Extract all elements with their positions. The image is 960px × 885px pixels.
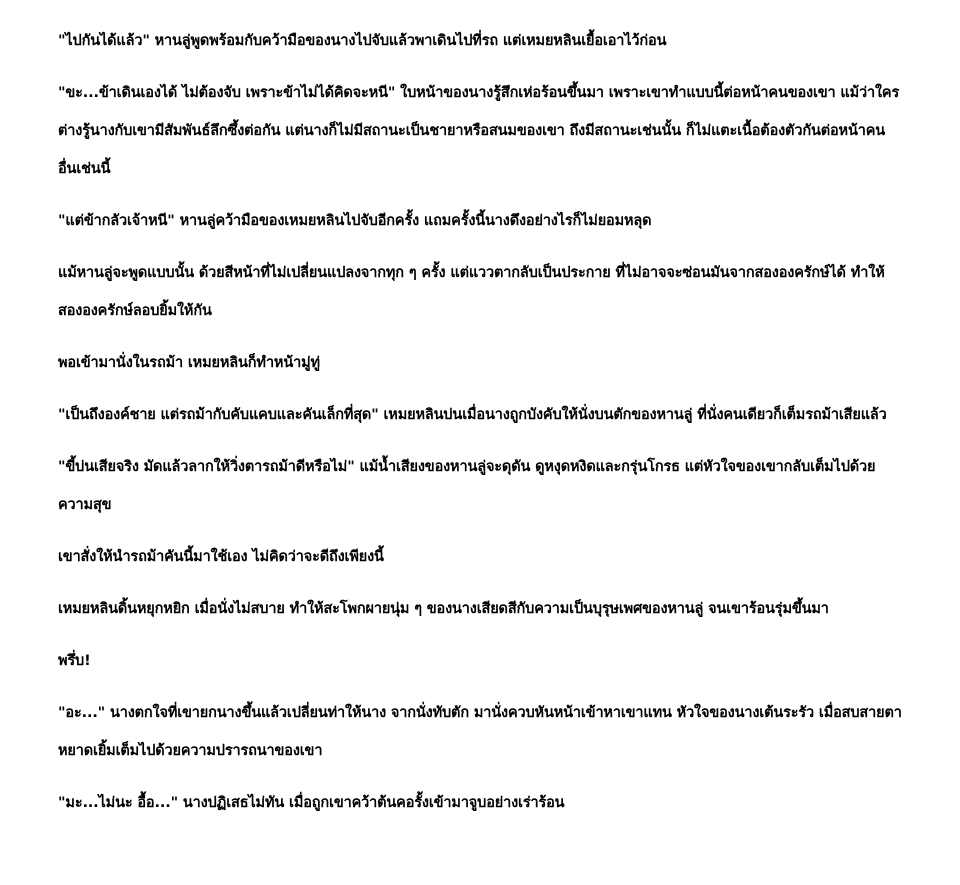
paragraph-2: "ขะ...ข้าเดินเองได้ ไม่ต้องจับ เพราะข้าไม่ได้คิดจะหนี" ใบหน้าของนางรู้สึกเห่อร้อนขึ้นมา เพราะเขาทำแบบนี้ต่อหน้าคนของเขา แม้ว่าใครต่างรู้นางกับเขามีสัมพันธ์ลึกซึ้งต่อกัน แต่นางก็ไม่มีสถานะเป็นชายาหรือสนมของเขา ถึงมีสถานะเช่นนั้น ก็ไม่แตะเนื้อต้องตัวกันต่อหน้าคนอื่นเช่นนี้ — [58, 85, 900, 177]
paragraph-6: "เป็นถึงองค์ชาย แต่รถม้ากับคับแคบและคันเล็กที่สุด" เหมยหลินบ่นเมื่อนางถูกบังคับให้นั่งบนตักของหานลู่ ที่นั่งคนเดียวก็เต็มรถม้าเสียแล้ว — [58, 407, 887, 423]
paragraph-5: พอเข้ามานั่งในรถม้า เหมยหลินก็ทำหน้ามู่ทู่ — [58, 355, 320, 371]
paragraph-8: เขาสั่งให้นำรถม้าคันนี้มาใช้เอง ไม่คิดว่าจะดีถึงเพียงนี้ — [58, 549, 384, 565]
paragraph-9: เหมยหลินดิ้นหยุกหยิก เมื่อนั่งไม่สบาย ทำให้สะโพกผายนุ่ม ๆ ของนางเสียดสีกับความเป็นบุรุษเพศของหานลู่ จนเขาร้อนรุ่มขึ้นมา — [58, 601, 829, 617]
paragraph-12: "มะ...ไม่นะ อื้อ..." นางปฏิเสธไม่ทัน เมื่อถูกเขาคว้าต้นคอรั้งเข้ามาจูบอย่างเร่าร้อน — [58, 795, 565, 811]
paragraph-10: พรึ่บ! — [58, 653, 91, 669]
paragraph-4: แม้หานลู่จะพูดแบบนั้น ด้วยสีหน้าที่ไม่เปลี่ยนแปลงจากทุก ๆ ครั้ง แต่แววตากลับเป็นประกาย ที่ไม่อาจจะซ่อนมันจากสององครักษ์ได้ ทำให้สององครักษ์ลอบยิ้มให้กัน — [58, 265, 885, 319]
paragraph-11: "อะ..." นางตกใจที่เขายกนางขึ้นแล้วเปลี่ยนท่าให้นาง จากนั่งทับตัก มานั่งควบหันหน้าเข้าหาเขาแทน หัวใจของนางเต้นระรัว เมื่อสบสายตาหยาดเยิ้มเต็มไปด้วยความปรารถนาของเขา — [58, 705, 902, 759]
paragraph-3: "แต่ข้ากลัวเจ้าหนี" หานลู่คว้ามือของเหมยหลินไปจับอีกครั้ง แถมครั้งนี้นางดึงอย่างไรก็ไม่ยอมหลุด — [58, 213, 652, 229]
paragraph-1: "ไปกันได้แล้ว" หานลู่พูดพร้อมกับคว้ามือของนางไปจับแล้วพาเดินไปที่รถ แต่เหมยหลินเยื้อเอาไว้ก่อน — [58, 33, 667, 49]
paragraph-7: "ขี้บ่นเสียจริง มัดแล้วลากให้วิ่งตารถม้าดีหรือไม่" แม้น้ำเสียงของหานลู่จะดุดัน ดูหงุดหงิดและกรุ่นโกรธ แต่หัวใจของเขากลับเต็มไปด้วยความสุข — [58, 459, 876, 513]
